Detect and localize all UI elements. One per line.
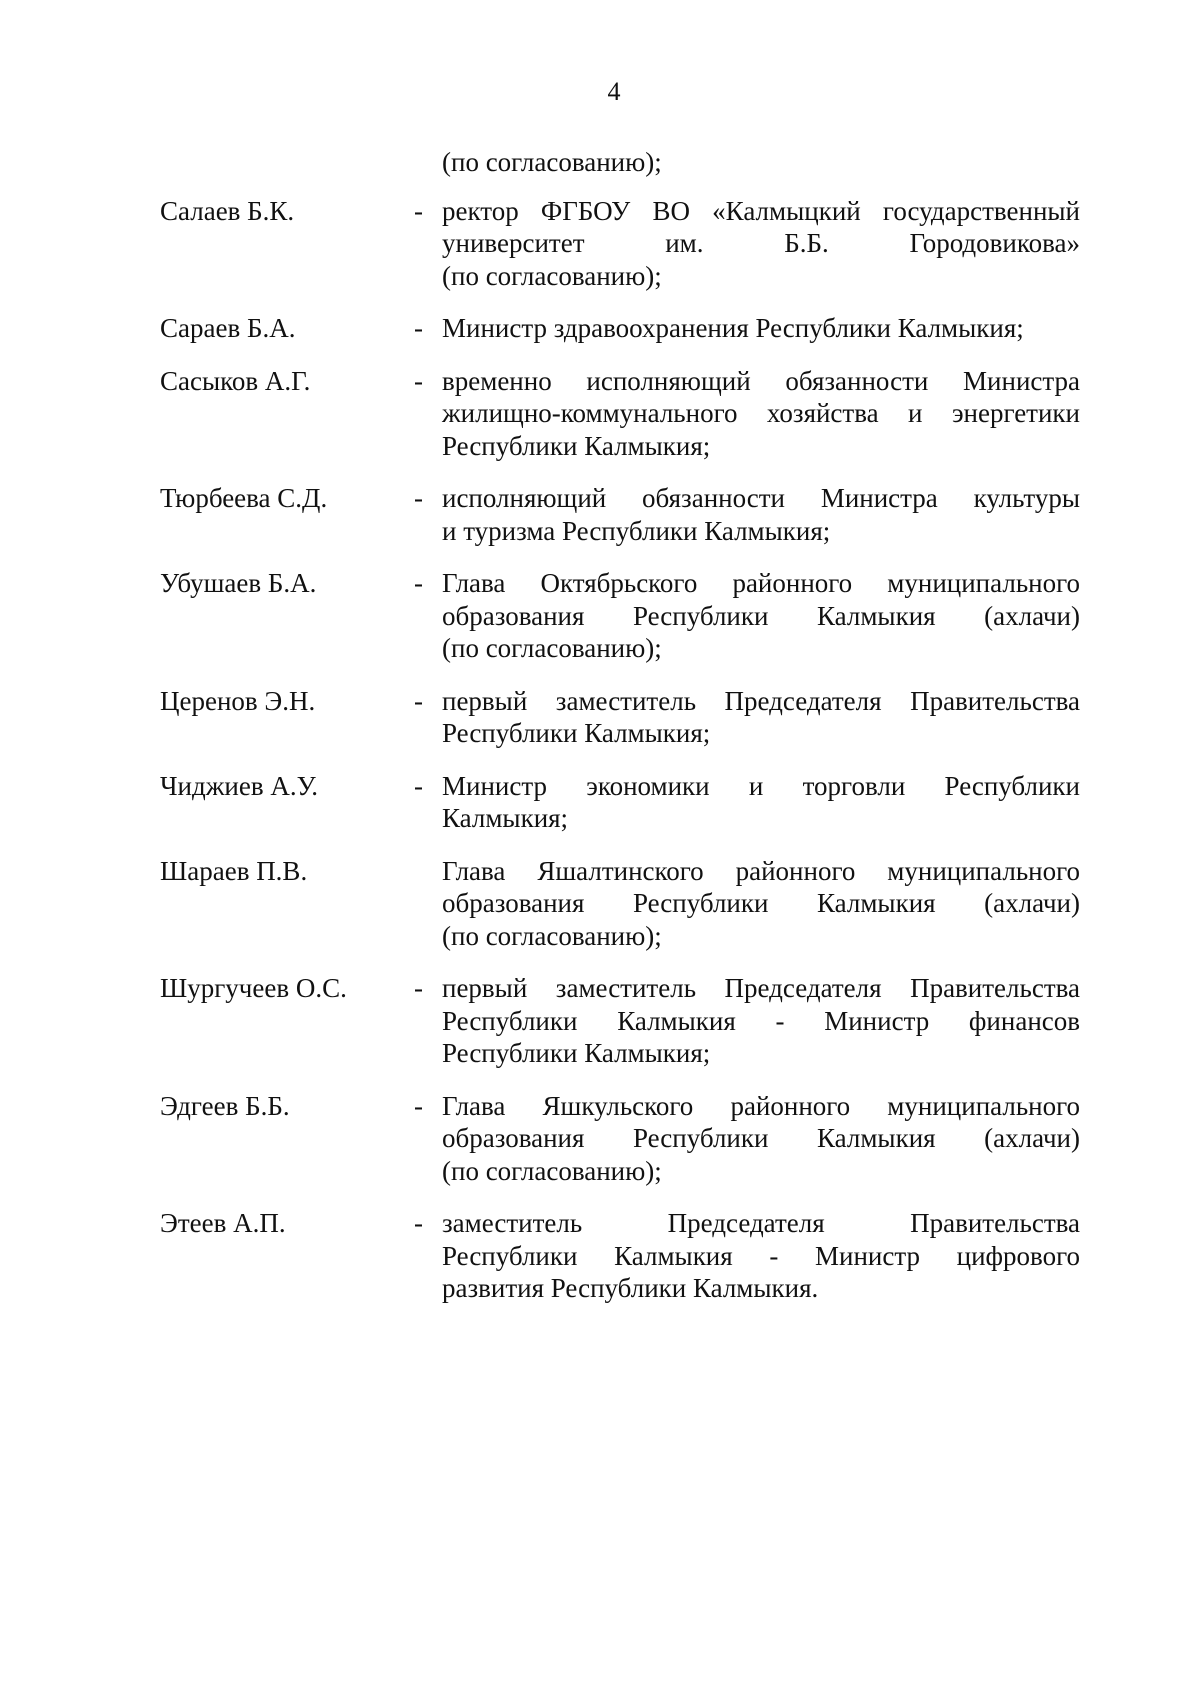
description-line: первый заместитель Председателя Правительства (442, 685, 1080, 716)
description-line: Калмыкия; (442, 803, 569, 833)
list-item (0, 567, 1200, 665)
entry-dash: - (414, 685, 423, 716)
list-item (0, 770, 1200, 835)
description-line: Глава Октябрьского районного муниципального (442, 568, 1080, 598)
entry-description (442, 972, 1080, 1070)
description-line: Министр экономики и торговли Республики (442, 770, 1080, 801)
entry-description (442, 146, 1080, 179)
description-line: Республики Калмыкия; (442, 430, 711, 461)
list-item (0, 855, 1200, 953)
member-list (0, 146, 1200, 1305)
entry-dash: - (414, 365, 423, 396)
entry-dash: - (414, 973, 423, 1003)
member-name: Сасыков А.Г. (160, 365, 311, 396)
entry-description (442, 482, 1080, 547)
description-line: Республики Калмыкия; (442, 718, 711, 748)
entry-dash: - (414, 1208, 423, 1238)
list-item-continuation (0, 146, 1200, 179)
list-item (0, 312, 1200, 345)
entry-description (442, 770, 1080, 835)
description-line: первый заместитель Председателя Правительства (442, 973, 1080, 1003)
entry-description (442, 855, 1080, 953)
description-line: образования Республики Калмыкия (ахлачи) (442, 888, 1080, 918)
entry-description (442, 1207, 1080, 1305)
member-name: Тюрбеева С.Д. (160, 483, 328, 513)
description-line: жилищно-коммунального хозяйства и энергетики (442, 398, 1080, 428)
description-line: развития Республики Калмыкия. (442, 1273, 819, 1303)
member-name: Шургучеев О.С. (160, 973, 347, 1003)
description-line: исполняющий обязанности Министра культуры (442, 483, 1080, 513)
list-item (0, 1090, 1200, 1188)
list-item (0, 972, 1200, 1070)
description-line: университет им. Б.Б. Городовикова» (442, 228, 1080, 258)
entry-description (442, 685, 1080, 750)
list-item (0, 195, 1200, 293)
member-name: Убушаев Б.А. (160, 568, 317, 598)
list-item (0, 1207, 1200, 1305)
description-line: Республики Калмыкия; (442, 1038, 711, 1068)
description-line: Глава Яшалтинского районного муниципального (442, 855, 1080, 886)
entry-dash: - (414, 568, 423, 598)
list-item (0, 685, 1200, 750)
entry-dash: - (414, 1090, 423, 1121)
entry-dash: - (414, 195, 423, 226)
description-line: Республики Калмыкия - Министр финансов (442, 1005, 1080, 1036)
entry-description (442, 195, 1080, 293)
member-name: Чиджиев А.У. (160, 770, 319, 801)
description-line: заместитель Председателя Правительства (442, 1208, 1080, 1238)
member-name: Эдгеев Б.Б. (160, 1090, 290, 1121)
description-line: образования Республики Калмыкия (ахлачи) (442, 600, 1080, 631)
description-line: (по согласованию); (442, 920, 662, 951)
member-name: Этеев А.П. (160, 1208, 286, 1238)
page-number: 4 (607, 77, 621, 106)
description-line: Республики Калмыкия - Министр цифрового (442, 1240, 1080, 1271)
description-line: (по согласованию); (442, 1155, 662, 1186)
member-name: Салаев Б.К. (160, 195, 295, 226)
member-name: Сараев Б.А. (160, 313, 296, 343)
entry-dash: - (414, 313, 423, 343)
description-line: (по согласованию); (442, 633, 662, 663)
description-line: Министр здравоохранения Республики Калмыкия; (442, 313, 1024, 343)
entry-description (442, 1090, 1080, 1188)
member-name: Церенов Э.Н. (160, 685, 316, 716)
list-item (0, 482, 1200, 547)
entry-description (442, 312, 1080, 345)
entry-description (442, 365, 1080, 463)
description-line: (по согласованию); (442, 260, 662, 291)
description-line: и туризма Республики Калмыкия; (442, 515, 831, 546)
entry-dash: - (414, 483, 423, 513)
description-line: Глава Яшкульского районного муниципального (442, 1090, 1080, 1121)
description-line: (по согласованию); (442, 147, 662, 177)
description-line: образования Республики Калмыкия (ахлачи) (442, 1123, 1080, 1153)
description-line: временно исполняющий обязанности Министра (442, 365, 1080, 396)
entry-description (442, 567, 1080, 665)
entry-dash: - (414, 770, 423, 801)
description-line: ректор ФГБОУ ВО «Калмыцкий государственный (442, 195, 1080, 226)
list-item (0, 365, 1200, 463)
member-name: Шараев П.В. (160, 855, 308, 886)
